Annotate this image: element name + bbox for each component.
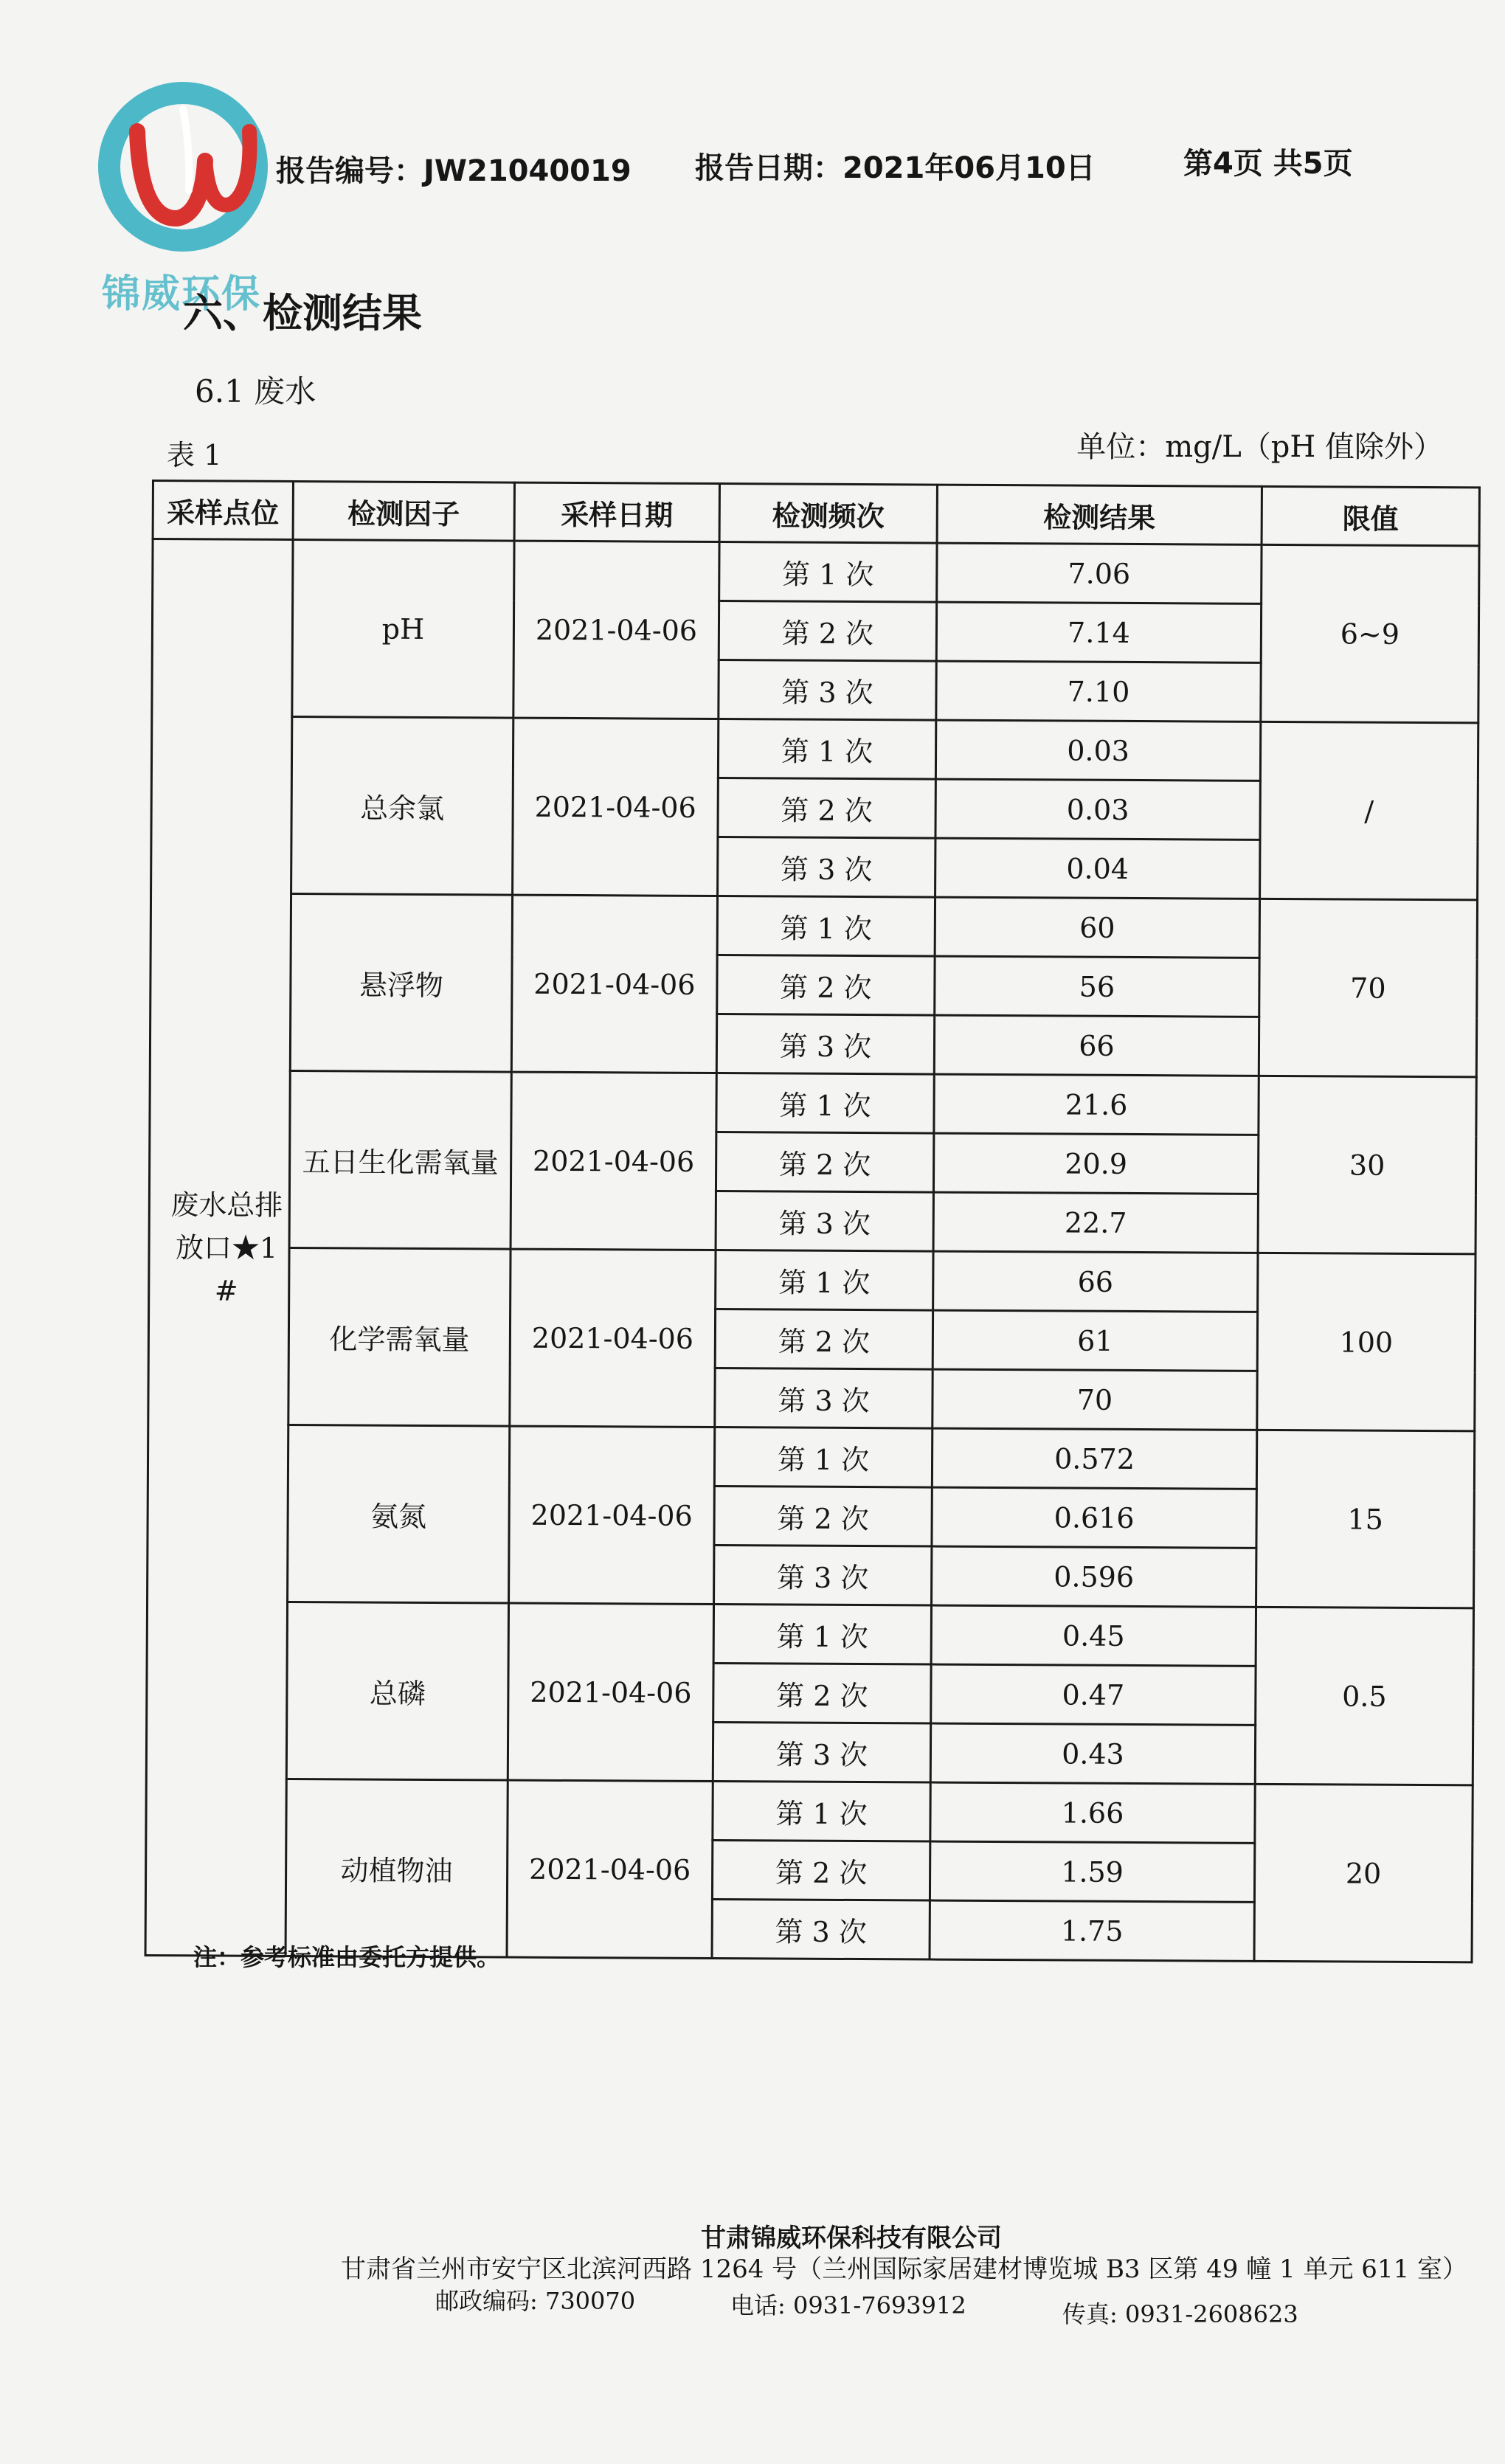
test-frequency: 第 3 次 bbox=[716, 1014, 934, 1075]
table-row bbox=[147, 1601, 1473, 1667]
report-date: 报告日期：2021年06月10日 bbox=[695, 151, 1096, 185]
table-row bbox=[151, 716, 1478, 782]
test-result: 61 bbox=[933, 1310, 1257, 1371]
test-frequency: 第 3 次 bbox=[714, 1546, 932, 1606]
test-result: 66 bbox=[934, 1015, 1259, 1076]
test-factor: 总磷 bbox=[286, 1602, 508, 1780]
test-result: 22.7 bbox=[933, 1192, 1258, 1253]
subsection-title: 6.1 废水 bbox=[195, 373, 316, 409]
footer-phone: 电话: 0931-7693912 bbox=[730, 2291, 966, 2319]
table-row bbox=[150, 1070, 1476, 1135]
test-frequency: 第 3 次 bbox=[713, 1723, 930, 1783]
test-result: 66 bbox=[933, 1251, 1258, 1312]
test-frequency: 第 2 次 bbox=[713, 1664, 931, 1724]
test-result: 0.616 bbox=[932, 1487, 1256, 1548]
footer-address: 甘肃省兰州市安宁区北滨河西路 1264 号（兰州国际家居建材博览城 B3 区第 49 幢 1 单元 611 室） bbox=[341, 2254, 1468, 2284]
sampling-date: 2021-04-06 bbox=[511, 1072, 716, 1250]
limit-value: 30 bbox=[1258, 1076, 1476, 1254]
test-frequency: 第 1 次 bbox=[716, 1073, 934, 1134]
table-row bbox=[148, 1424, 1474, 1489]
footer-fax: 传真: 0931-2608623 bbox=[1062, 2300, 1298, 2328]
test-frequency: 第 2 次 bbox=[714, 1487, 932, 1547]
test-factor: 化学需氧量 bbox=[288, 1247, 511, 1426]
page-info: 第4页 共5页 bbox=[1183, 147, 1353, 181]
test-frequency: 第 2 次 bbox=[715, 1309, 933, 1370]
test-result: 1.66 bbox=[930, 1782, 1255, 1843]
table-note: 注：参考标准由委托方提供。 bbox=[193, 1943, 501, 1971]
limit-value: 6~9 bbox=[1261, 544, 1479, 723]
test-factor: 动植物油 bbox=[286, 1779, 508, 1957]
limit-value: 20 bbox=[1254, 1784, 1473, 1962]
sampling-date: 2021-04-06 bbox=[513, 541, 719, 719]
test-frequency: 第 1 次 bbox=[719, 542, 937, 603]
test-frequency: 第 1 次 bbox=[714, 1427, 932, 1488]
test-result: 7.14 bbox=[936, 602, 1261, 662]
limit-value: 15 bbox=[1256, 1430, 1475, 1608]
test-result: 1.59 bbox=[930, 1841, 1254, 1902]
test-result: 20.9 bbox=[933, 1133, 1258, 1194]
test-result: 0.47 bbox=[931, 1664, 1256, 1725]
footer-postcode: 邮政编码: 730070 bbox=[435, 2287, 636, 2315]
test-frequency: 第 3 次 bbox=[716, 1191, 933, 1252]
test-result: 56 bbox=[935, 956, 1259, 1017]
table-row bbox=[153, 539, 1479, 605]
column-header: 采样点位 bbox=[153, 481, 293, 540]
limit-value: / bbox=[1260, 721, 1478, 900]
test-factor: 悬浮物 bbox=[290, 893, 512, 1072]
sampling-location: 废水总排放口★1# bbox=[145, 539, 293, 1956]
test-frequency: 第 1 次 bbox=[713, 1782, 930, 1842]
column-header: 检测因子 bbox=[293, 482, 514, 541]
sampling-date: 2021-04-06 bbox=[508, 1603, 713, 1781]
table-row bbox=[146, 1778, 1473, 1844]
test-factor: 五日生化需氧量 bbox=[289, 1070, 511, 1249]
test-frequency: 第 1 次 bbox=[717, 896, 935, 957]
test-frequency: 第 1 次 bbox=[713, 1605, 931, 1665]
test-result: 0.572 bbox=[932, 1428, 1256, 1489]
column-header: 检测频次 bbox=[719, 484, 937, 544]
test-frequency: 第 3 次 bbox=[715, 1368, 933, 1429]
test-factor: 总余氯 bbox=[291, 716, 513, 895]
test-frequency: 第 3 次 bbox=[712, 1900, 930, 1960]
unit-label: 单位：mg/L（pH 值除外） bbox=[1076, 430, 1443, 464]
sampling-date: 2021-04-06 bbox=[507, 1780, 713, 1958]
logo-name: 锦威环保 bbox=[102, 272, 262, 316]
results-table bbox=[145, 480, 1481, 1963]
test-frequency: 第 1 次 bbox=[718, 719, 935, 780]
test-result: 0.45 bbox=[931, 1605, 1256, 1666]
limit-value: 70 bbox=[1259, 899, 1477, 1077]
section-title: 六、检测结果 bbox=[183, 290, 422, 336]
test-result: 7.06 bbox=[937, 543, 1262, 603]
test-factor: 氨氮 bbox=[288, 1425, 510, 1603]
sampling-date: 2021-04-06 bbox=[511, 895, 717, 1073]
table-label: 表 1 bbox=[167, 439, 222, 471]
table-row bbox=[150, 893, 1477, 959]
test-result: 7.10 bbox=[936, 661, 1261, 721]
test-result: 0.04 bbox=[935, 838, 1260, 899]
column-header: 限值 bbox=[1262, 486, 1479, 546]
test-result: 0.03 bbox=[935, 779, 1260, 840]
test-frequency: 第 2 次 bbox=[717, 955, 935, 1016]
column-header: 检测结果 bbox=[937, 485, 1262, 544]
test-result: 0.596 bbox=[932, 1546, 1256, 1607]
sampling-date: 2021-04-06 bbox=[509, 1426, 715, 1604]
column-header: 采样日期 bbox=[514, 482, 719, 541]
test-factor: pH bbox=[292, 540, 514, 719]
limit-value: 100 bbox=[1257, 1253, 1475, 1431]
table-header-row bbox=[153, 481, 1479, 546]
test-frequency: 第 3 次 bbox=[719, 660, 936, 721]
test-result: 1.75 bbox=[930, 1900, 1254, 1961]
limit-value: 0.5 bbox=[1255, 1607, 1473, 1785]
footer-company: 甘肃锦威环保科技有限公司 bbox=[701, 2224, 1002, 2253]
test-frequency: 第 2 次 bbox=[716, 1132, 933, 1193]
report-number: 报告编号：JW21040019 bbox=[276, 154, 632, 188]
sampling-date: 2021-04-06 bbox=[510, 1249, 716, 1427]
test-frequency: 第 2 次 bbox=[719, 601, 936, 662]
test-frequency: 第 3 次 bbox=[718, 837, 935, 898]
company-logo-icon bbox=[94, 80, 271, 264]
test-result: 0.43 bbox=[930, 1723, 1255, 1784]
test-frequency: 第 2 次 bbox=[712, 1841, 930, 1901]
test-result: 60 bbox=[935, 897, 1259, 958]
sampling-date: 2021-04-06 bbox=[513, 718, 719, 896]
test-frequency: 第 2 次 bbox=[718, 778, 935, 839]
test-result: 0.03 bbox=[935, 720, 1260, 781]
test-result: 70 bbox=[933, 1369, 1257, 1430]
test-frequency: 第 1 次 bbox=[716, 1250, 933, 1311]
table-row bbox=[149, 1247, 1475, 1312]
test-result: 21.6 bbox=[934, 1074, 1259, 1135]
